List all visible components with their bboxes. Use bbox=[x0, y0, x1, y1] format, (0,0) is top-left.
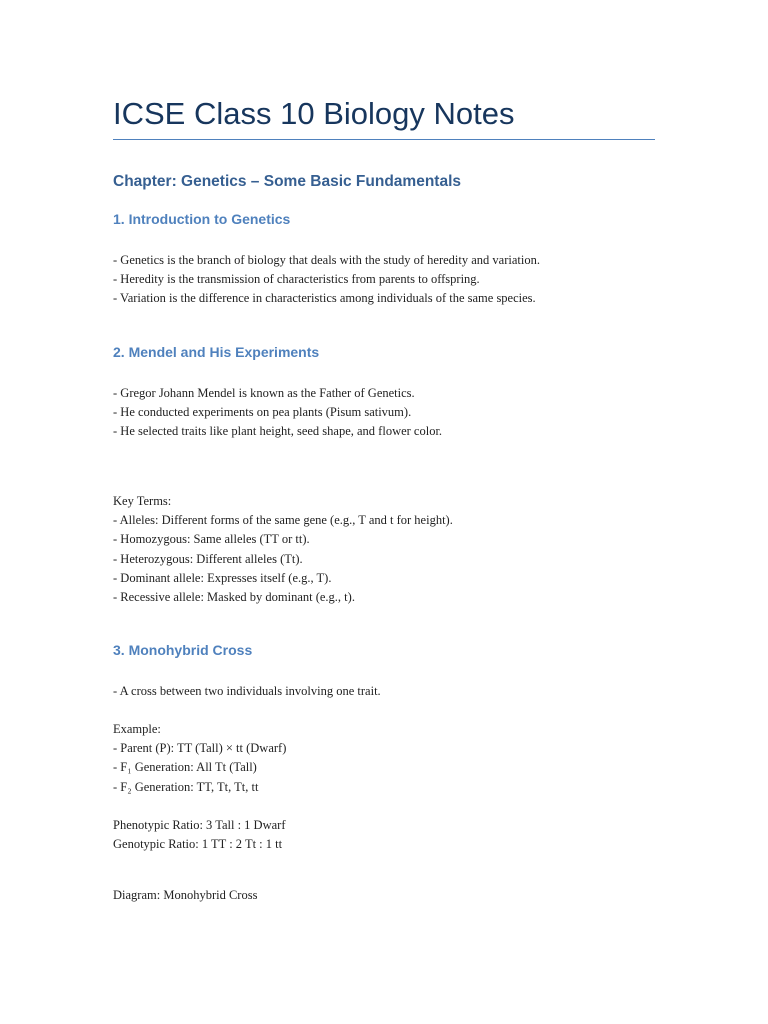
monohybrid-definition bbox=[113, 682, 655, 701]
example-item: - Parent (P): TT (Tall) × tt (Dwarf) bbox=[113, 741, 287, 756]
phenotypic-ratio: Phenotypic Ratio: 3 Tall : 1 Dwarf bbox=[113, 818, 286, 832]
text-line: - Variation is the difference in characteristics among individuals of the same species. bbox=[113, 291, 536, 306]
diagram-caption bbox=[113, 886, 655, 905]
example-item: - F₁ Generation: All Tt (Tall) bbox=[113, 760, 257, 775]
key-term-item: - Recessive allele: Masked by dominant (e.g., t). bbox=[113, 589, 355, 604]
text-line: - He selected traits like plant height, seed shape, and flower color. bbox=[113, 424, 443, 439]
mendel-paragraph bbox=[113, 384, 655, 442]
document-title: ICSE Class 10 Biology Notes bbox=[113, 96, 515, 131]
key-terms-list bbox=[113, 492, 655, 607]
text-line: - He conducted experiments on pea plants (Pisum sativum). bbox=[113, 405, 412, 420]
monohybrid-example bbox=[113, 720, 655, 797]
key-terms-label: Key Terms: bbox=[113, 494, 172, 508]
text-line: - Genetics is the branch of biology that deals with the study of heredity and variation. bbox=[113, 253, 540, 267]
section-heading-monohybrid: 3. Monohybrid Cross bbox=[113, 642, 253, 658]
title-underline bbox=[113, 139, 655, 140]
key-term-item: - Heterozygous: Different alleles (Tt). bbox=[113, 551, 303, 566]
introduction-paragraph bbox=[113, 251, 655, 309]
diagram-caption-text: Diagram: Monohybrid Cross bbox=[113, 888, 258, 902]
key-term-item: - Alleles: Different forms of the same gene (e.g., T and t for height). bbox=[113, 513, 453, 528]
genotypic-ratio: Genotypic Ratio: 1 TT : 2 Tt : 1 tt bbox=[113, 837, 283, 852]
text-line: - Heredity is the transmission of characteristics from parents to offspring. bbox=[113, 272, 480, 287]
example-item: - F₂ Generation: TT, Tt, Tt, tt bbox=[113, 779, 259, 794]
chapter-heading: Chapter: Genetics – Some Basic Fundamentals bbox=[113, 173, 461, 190]
text-line: - Gregor Johann Mendel is known as the Father of Genetics. bbox=[113, 386, 415, 400]
text-line: - A cross between two individuals involving one trait. bbox=[113, 684, 381, 698]
key-term-item: - Homozygous: Same alleles (TT or tt). bbox=[113, 532, 310, 547]
section-heading-mendel: 2. Mendel and His Experiments bbox=[113, 344, 320, 360]
section-heading-introduction: 1. Introduction to Genetics bbox=[113, 211, 291, 227]
monohybrid-ratios bbox=[113, 816, 655, 854]
example-label: Example: bbox=[113, 722, 161, 736]
key-term-item: - Dominant allele: Expresses itself (e.g., T). bbox=[113, 570, 332, 585]
